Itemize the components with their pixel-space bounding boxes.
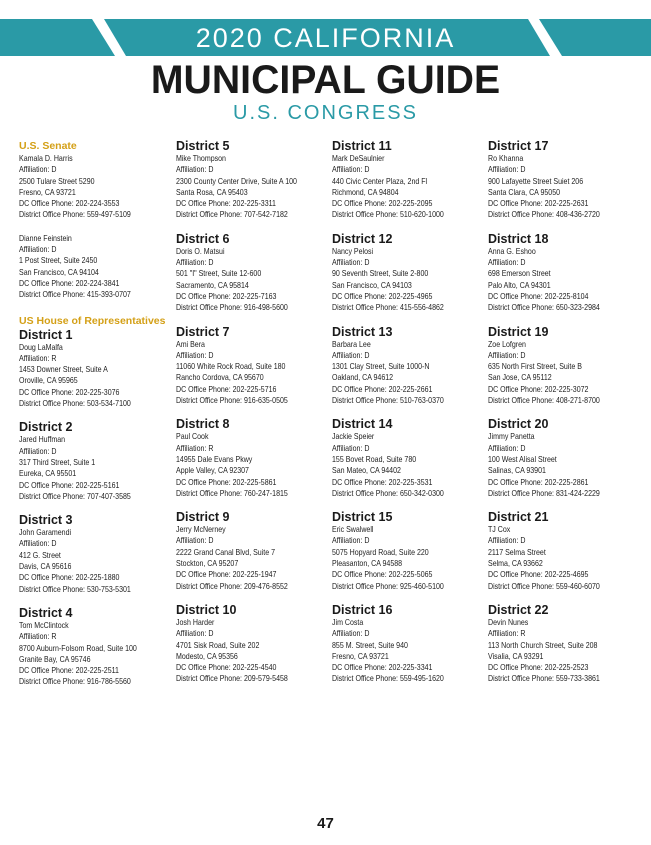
contact-detail: 2117 Selma Street xyxy=(488,547,546,557)
district-entry xyxy=(332,510,482,592)
contact-detail: Pleasanton, CA 94588 xyxy=(332,559,403,569)
contact-detail: 1301 Clay Street, Suite 1000-N xyxy=(332,362,430,372)
contact-detail: Affiliation: D xyxy=(488,443,526,453)
contact-detail: 11060 White Rock Road, Suite 180 xyxy=(176,362,286,372)
district-heading: District 4 xyxy=(19,605,73,620)
district-entry xyxy=(19,606,169,688)
contact-detail: Modesto, CA 95356 xyxy=(176,651,238,661)
district-heading: District 5 xyxy=(176,139,230,153)
contact-detail: 90 Seventh Street, Suite 2-800 xyxy=(332,269,429,279)
contact-detail: Affiliation: D xyxy=(176,258,214,268)
page-number: 47 xyxy=(317,815,334,832)
contact-detail: DC Office Phone: 202-224-3841 xyxy=(19,278,120,288)
contact-detail: 440 Civic Center Plaza, 2nd Fl xyxy=(332,176,428,186)
contact-detail: DC Office Phone: 202-225-3531 xyxy=(332,477,433,487)
contact-detail: Selma, CA 93662 xyxy=(488,559,543,569)
contact-detail: District Office Phone: 408-436-2720 xyxy=(488,210,600,220)
contact-detail: 1 Post Street, Suite 2450 xyxy=(19,256,98,266)
contact-detail: District Office Phone: 707-542-7182 xyxy=(176,210,288,220)
district-entry xyxy=(332,139,482,221)
representative-name: Josh Harder xyxy=(176,617,215,627)
contact-detail: San Francisco, CA 94104 xyxy=(19,267,99,277)
contact-detail: DC Office Phone: 202-225-3076 xyxy=(19,387,120,397)
contact-detail: 1453 Downer Street, Suite A xyxy=(19,365,108,375)
contact-detail: District Office Phone: 650-323-2984 xyxy=(488,303,600,313)
contact-detail: Fresno, CA 93721 xyxy=(19,187,76,197)
district-heading: District 1 xyxy=(19,327,73,342)
contact-detail: Affiliation: D xyxy=(19,539,57,549)
contact-detail: Affiliation: D xyxy=(176,536,214,546)
contact-detail: DC Office Phone: 202-225-2523 xyxy=(488,663,589,673)
representative-name: Barbara Lee xyxy=(332,339,371,349)
contact-detail: District Office Phone: 760-247-1815 xyxy=(176,488,288,498)
contact-detail: District Office Phone: 916-635-0505 xyxy=(176,396,288,406)
representative-name: Jackie Speier xyxy=(332,432,375,442)
contact-detail: Santa Clara, CA 95050 xyxy=(488,187,561,197)
contact-detail: 113 North Church Street, Suite 208 xyxy=(488,640,598,650)
contact-detail: Affiliation: D xyxy=(176,350,214,360)
contact-detail: Affiliation: R xyxy=(19,353,57,363)
contact-detail: Affiliation: D xyxy=(19,446,57,456)
contact-detail: 855 M. Street, Suite 940 xyxy=(332,640,408,650)
representative-name: Devin Nunes xyxy=(488,617,529,627)
contact-detail: DC Office Phone: 202-225-2861 xyxy=(488,477,589,487)
district-entry xyxy=(176,325,326,407)
contact-detail: District Office Phone: 559-495-1620 xyxy=(332,674,444,684)
contact-detail: Affiliation: D xyxy=(332,443,370,453)
page-title: MUNICIPAL GUIDE xyxy=(150,58,501,102)
contact-detail: Granite Bay, CA 95746 xyxy=(19,654,91,664)
contact-detail: Eureka, CA 95501 xyxy=(19,469,77,479)
contact-detail: District Office Phone: 707-407-3585 xyxy=(19,491,131,501)
contact-detail: Stockton, CA 95207 xyxy=(176,559,239,569)
senator-entry xyxy=(19,153,169,221)
contact-detail: DC Office Phone: 202-225-1947 xyxy=(176,570,277,580)
contact-detail: 412 G. Street xyxy=(19,550,61,560)
contact-detail: Affiliation: D xyxy=(176,629,214,639)
district-heading: District 7 xyxy=(176,324,230,339)
contact-detail: Affiliation: D xyxy=(488,165,526,175)
representative-name: Kamala D. Harris xyxy=(19,154,73,163)
contact-detail: Affiliation: D xyxy=(488,536,526,546)
contact-detail: DC Office Phone: 202-225-7163 xyxy=(176,291,277,301)
district-entry xyxy=(19,513,169,595)
representative-name: Doris O. Matsui xyxy=(176,246,225,256)
contact-detail: 2222 Grand Canal Blvd, Suite 7 xyxy=(176,547,276,557)
contact-detail: Affiliation: D xyxy=(176,165,214,175)
contact-detail: 2500 Tulare Street 5290 xyxy=(19,176,95,186)
contact-detail: Santa Rosa, CA 95403 xyxy=(176,187,248,197)
contact-detail: Affiliation: D xyxy=(332,165,370,175)
contact-detail: District Office Phone: 559-497-5109 xyxy=(19,210,131,220)
district-entry xyxy=(19,328,169,410)
district-heading: District 2 xyxy=(19,420,73,435)
representative-name: Eric Swalwell xyxy=(332,525,374,535)
representative-name: Nancy Pelosi xyxy=(332,246,374,256)
contact-detail: Oroville, CA 95965 xyxy=(19,376,78,386)
district-entry xyxy=(488,510,638,592)
district-heading: District 19 xyxy=(488,324,549,339)
contact-detail: Affiliation: D xyxy=(332,350,370,360)
contact-detail: District Office Phone: 559-460-6070 xyxy=(488,581,600,591)
district-entry xyxy=(332,325,482,407)
contact-detail: 2300 County Center Drive, Suite A 100 xyxy=(176,176,297,186)
district-entry xyxy=(332,232,482,314)
district-heading: District 6 xyxy=(176,231,230,246)
district-heading: District 11 xyxy=(332,139,392,153)
contact-detail: District Office Phone: 650-342-0300 xyxy=(332,488,444,498)
contact-detail: 5075 Hopyard Road, Suite 220 xyxy=(332,547,429,557)
district-heading: District 15 xyxy=(332,510,393,525)
representative-name: Anna G. Eshoo xyxy=(488,246,536,256)
header-banner xyxy=(0,19,651,56)
contact-detail: DC Office Phone: 202-225-4540 xyxy=(176,663,277,673)
column-3 xyxy=(332,139,482,685)
district-heading: District 16 xyxy=(332,602,393,617)
contact-detail: 4701 Sisk Road, Suite 202 xyxy=(176,640,260,650)
district-entry xyxy=(488,603,638,685)
district-heading: District 20 xyxy=(488,417,549,432)
contact-detail: District Office Phone: 510-620-1000 xyxy=(332,210,444,220)
contact-detail: Apple Valley, CA 92307 xyxy=(176,466,249,476)
representative-name: Mark DeSaulnier xyxy=(332,154,385,163)
representative-name: Jared Huffman xyxy=(19,435,66,445)
district-heading: District 17 xyxy=(488,139,549,153)
representative-name: Dianne Feinstein xyxy=(19,233,72,243)
representative-name: Doug LaMalfa xyxy=(19,342,63,352)
contact-detail: 155 Bovet Road, Suite 780 xyxy=(332,454,417,464)
contact-detail: District Office Phone: 916-498-5600 xyxy=(176,303,288,313)
representative-name: Tom McClintock xyxy=(19,620,69,630)
contact-detail: DC Office Phone: 202-224-3553 xyxy=(19,199,120,209)
district-entry xyxy=(176,417,326,499)
column-1 xyxy=(19,140,169,688)
district-heading: District 10 xyxy=(176,602,237,617)
district-entry xyxy=(176,232,326,314)
district-entry xyxy=(176,510,326,592)
representative-name: Jerry McNerney xyxy=(176,525,226,535)
contact-detail: Affiliation: D xyxy=(19,245,57,255)
contact-detail: Fresno, CA 93721 xyxy=(332,651,389,661)
contact-detail: 501 "I" Street, Suite 12-600 xyxy=(176,269,262,279)
contact-detail: 698 Emerson Street xyxy=(488,269,551,279)
contact-detail: District Office Phone: 415-393-0707 xyxy=(19,290,131,300)
representative-name: Mike Thompson xyxy=(176,154,226,163)
contact-detail: DC Office Phone: 202-225-3311 xyxy=(176,199,276,209)
contact-detail: DC Office Phone: 202-225-2661 xyxy=(332,384,433,394)
district-entry xyxy=(19,420,169,502)
column-2 xyxy=(176,139,326,685)
contact-detail: 100 West Alisal Street xyxy=(488,454,557,464)
banner-title: 2020 CALIFORNIA xyxy=(195,23,456,53)
representative-name: Ami Bera xyxy=(176,339,205,349)
contact-detail: 8700 Auburn-Folsom Road, Suite 100 xyxy=(19,643,137,653)
contact-detail: Affiliation: D xyxy=(332,629,370,639)
district-heading: District 9 xyxy=(176,510,230,525)
contact-detail: San Mateo, CA 94402 xyxy=(332,466,401,476)
contact-detail: 635 North First Street, Suite B xyxy=(488,362,582,372)
district-heading: District 12 xyxy=(332,231,393,246)
representative-name: Zoe Lofgren xyxy=(488,339,526,349)
contact-detail: Affiliation: D xyxy=(488,258,526,268)
district-heading: District 13 xyxy=(332,324,393,339)
district-heading: District 8 xyxy=(176,417,230,432)
contact-detail: Sacramento, CA 95814 xyxy=(176,280,249,290)
district-heading: District 18 xyxy=(488,231,549,246)
contact-detail: San Jose, CA 95112 xyxy=(488,373,552,383)
representative-name: Jim Costa xyxy=(332,617,364,627)
district-heading: District 21 xyxy=(488,510,549,525)
contact-detail: District Office Phone: 831-424-2229 xyxy=(488,488,600,498)
contact-detail: DC Office Phone: 202-225-4965 xyxy=(332,291,433,301)
contact-detail: Richmond, CA 94804 xyxy=(332,187,399,197)
house-heading: US House of Representatives xyxy=(19,314,166,327)
district-heading: District 22 xyxy=(488,602,549,617)
contact-detail: Salinas, CA 93901 xyxy=(488,466,546,476)
district-entry xyxy=(332,417,482,499)
contact-detail: Affiliation: R xyxy=(19,632,57,642)
contact-detail: Oakland, CA 94612 xyxy=(332,373,394,383)
contact-detail: Rancho Cordova, CA 95670 xyxy=(176,373,264,383)
representative-name: Ro Khanna xyxy=(488,154,524,163)
district-entry xyxy=(176,139,326,221)
contact-detail: District Office Phone: 510-763-0370 xyxy=(332,396,444,406)
contact-detail: DC Office Phone: 202-225-3341 xyxy=(332,663,433,673)
contact-detail: District Office Phone: 559-733-3861 xyxy=(488,674,600,684)
contact-detail: DC Office Phone: 202-225-5861 xyxy=(176,477,277,487)
contact-detail: DC Office Phone: 202-225-2631 xyxy=(488,199,589,209)
contact-detail: DC Office Phone: 202-225-4695 xyxy=(488,570,589,580)
contact-detail: Affiliation: D xyxy=(332,258,370,268)
district-heading: District 3 xyxy=(19,513,73,528)
contact-detail: District Office Phone: 408-271-8700 xyxy=(488,396,600,406)
contact-detail: DC Office Phone: 202-225-5161 xyxy=(19,480,120,490)
contact-detail: District Office Phone: 209-476-8552 xyxy=(176,581,288,591)
contact-detail: DC Office Phone: 202-225-5065 xyxy=(332,570,433,580)
contact-detail: DC Office Phone: 202-225-5716 xyxy=(176,384,277,394)
contact-detail: District Office Phone: 209-579-5458 xyxy=(176,674,288,684)
contact-detail: DC Office Phone: 202-225-1880 xyxy=(19,573,120,583)
contact-detail: Visalia, CA 93291 xyxy=(488,651,544,661)
contact-detail: District Office Phone: 415-556-4862 xyxy=(332,303,444,313)
contact-detail: District Office Phone: 916-786-5560 xyxy=(19,677,131,687)
contact-detail: San Francisco, CA 94103 xyxy=(332,280,412,290)
representative-name: TJ Cox xyxy=(488,525,511,535)
column-4 xyxy=(488,139,638,685)
representative-name: Paul Cook xyxy=(176,432,209,442)
contact-detail: Affiliation: R xyxy=(488,629,526,639)
contact-detail: Palo Alto, CA 94301 xyxy=(488,280,551,290)
contact-detail: Davis, CA 95616 xyxy=(19,562,72,572)
representative-name: John Garamendi xyxy=(19,528,72,538)
contact-detail: District Office Phone: 530-753-5301 xyxy=(19,584,131,594)
senator-entry xyxy=(19,233,169,301)
district-heading: District 14 xyxy=(332,417,393,432)
contact-detail: Affiliation: R xyxy=(176,443,214,453)
district-entry xyxy=(488,232,638,314)
contact-detail: 900 Lafayette Street Suiet 206 xyxy=(488,176,584,186)
contact-detail: Affiliation: D xyxy=(19,165,57,175)
contact-detail: 317 Third Street, Suite 1 xyxy=(19,457,96,467)
contact-detail: DC Office Phone: 202-225-3072 xyxy=(488,384,589,394)
district-entry xyxy=(488,325,638,407)
contact-detail: Affiliation: D xyxy=(332,536,370,546)
contact-detail: DC Office Phone: 202-225-8104 xyxy=(488,291,589,301)
district-list xyxy=(19,328,169,688)
district-entry xyxy=(176,603,326,685)
representative-name: Jimmy Panetta xyxy=(488,432,535,442)
contact-detail: Affiliation: D xyxy=(488,350,526,360)
page-subtitle: U.S. CONGRESS xyxy=(233,102,418,124)
contact-detail: District Office Phone: 925-460-5100 xyxy=(332,581,444,591)
senate-heading: U.S. Senate xyxy=(19,140,77,152)
contact-detail: DC Office Phone: 202-225-2511 xyxy=(19,666,119,676)
district-entry xyxy=(488,417,638,499)
district-entry xyxy=(332,603,482,685)
district-entry xyxy=(488,139,638,221)
contact-detail: District Office Phone: 503-534-7100 xyxy=(19,399,131,409)
contact-detail: DC Office Phone: 202-225-2095 xyxy=(332,199,433,209)
contact-detail: 14955 Dale Evans Pkwy xyxy=(176,454,253,464)
